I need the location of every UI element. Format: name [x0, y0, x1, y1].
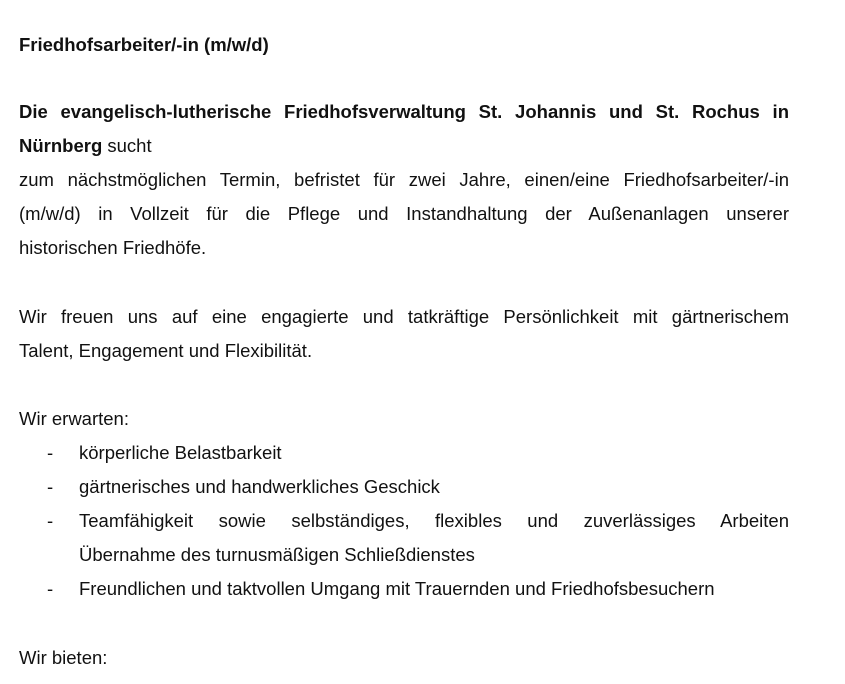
intro-line-5: historischen Friedhöfe.	[19, 237, 207, 258]
bullet-marker: -	[47, 510, 54, 531]
intro-line-3: zum nächstmöglichen Termin, befristet für zwei Jahre, einen/eine Friedhofsarbeiter/-in	[19, 169, 789, 190]
sucht-text: sucht	[102, 135, 152, 156]
bullet-marker: -	[47, 578, 54, 599]
job-title: Friedhofsarbeiter/-in (m/w/d)	[19, 34, 269, 55]
expectation-item: Übernahme des turnusmäßigen Schließdienstes	[79, 544, 475, 565]
employer-line-1: Die evangelisch-lutherische Friedhofsverwaltung St. Johannis und St. Rochus in	[19, 101, 789, 122]
expectation-item: gärtnerisches und handwerkliches Geschick	[79, 476, 440, 497]
bullet-marker: -	[47, 442, 54, 463]
intro-line-4: (m/w/d) in Vollzeit für die Pflege und Instandhaltung der Außenanlagen unserer	[19, 203, 789, 224]
offer-heading: Wir bieten:	[19, 647, 108, 668]
expectation-item: körperliche Belastbarkeit	[79, 442, 282, 463]
employer-city: Nürnberg	[19, 135, 103, 156]
paragraph2-line-2: Talent, Engagement und Flexibilität.	[19, 340, 313, 361]
expectation-item: Freundlichen und taktvollen Umgang mit Trauernden und Friedhofsbesuchern	[79, 578, 715, 599]
paragraph2-line-1: Wir freuen uns auf eine engagierte und tatkräftige Persönlichkeit mit gärtnerischem	[19, 306, 789, 327]
employer-line-2	[19, 134, 152, 158]
expectation-item: Teamfähigkeit sowie selbständiges, flexibles und zuverlässiges Arbeiten	[79, 510, 789, 531]
bullet-marker: -	[47, 476, 54, 497]
expectations-heading: Wir erwarten:	[19, 408, 129, 429]
